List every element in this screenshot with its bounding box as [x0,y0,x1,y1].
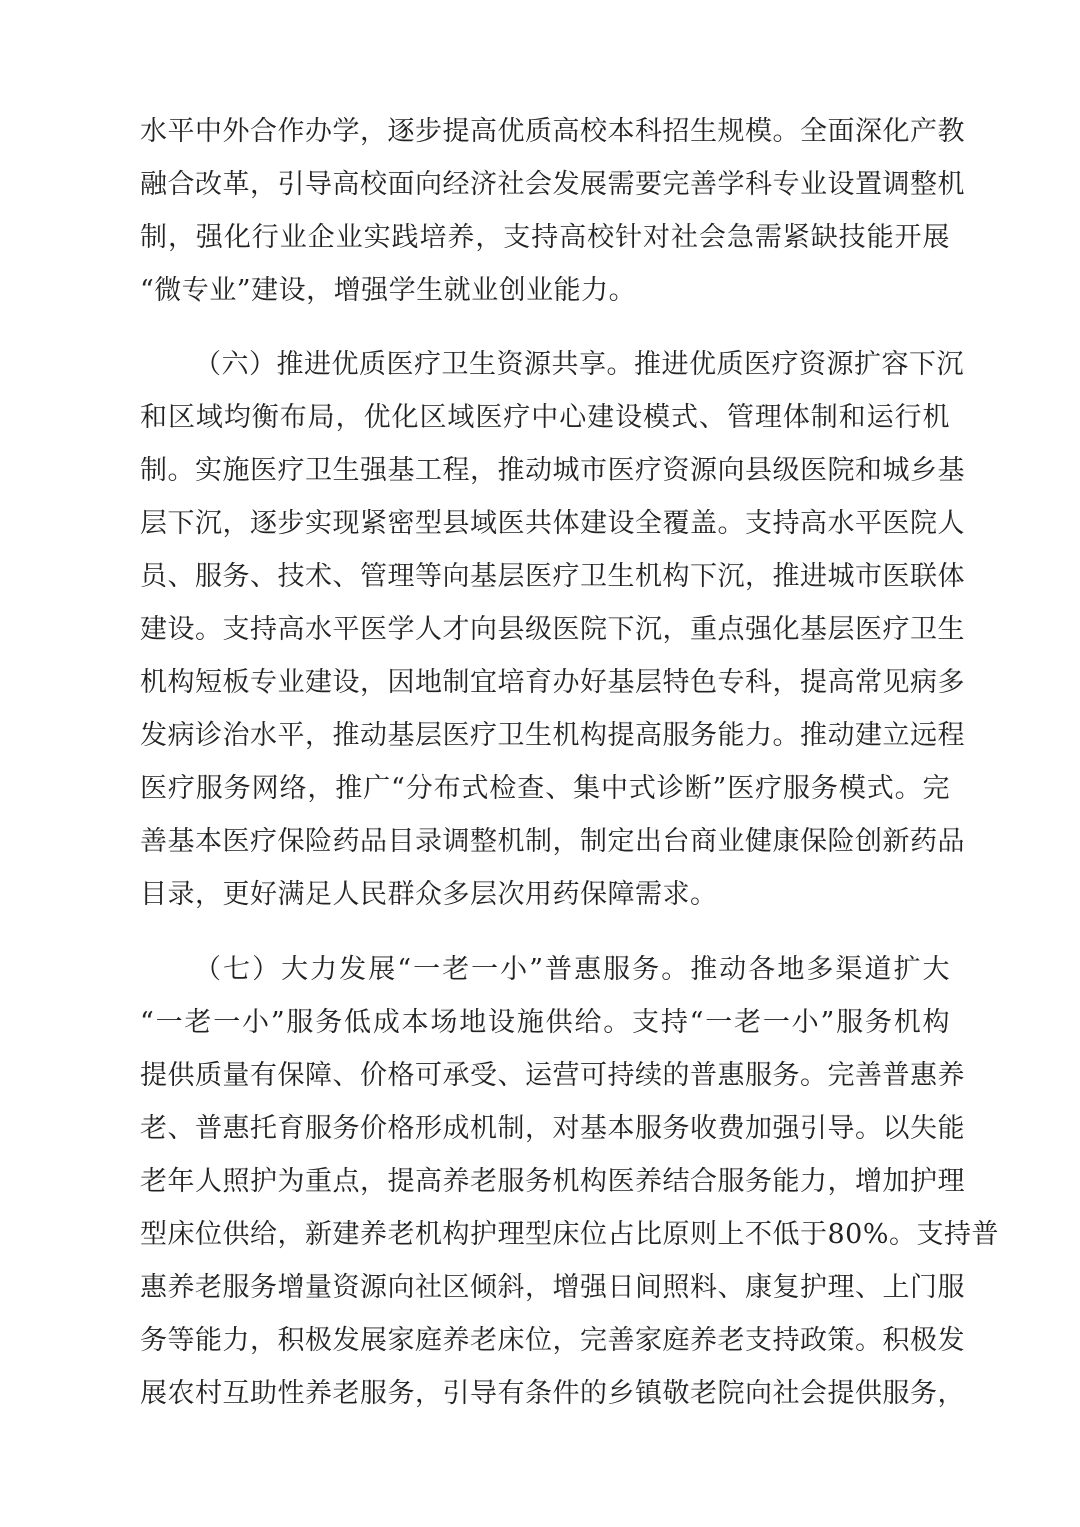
text-line: 发病诊治水平，推动基层医疗卫生机构提高服务能力。推动建立远程 [140,720,965,751]
text-line: 惠养老服务增量资源向社区倾斜，增强日间照料、康复护理、上门服 [140,1272,965,1303]
text-line: 老、普惠托育服务价格形成机制，对基本服务收费加强引导。以失能 [140,1113,965,1144]
text-line: 展农村互助性养老服务，引导有条件的乡镇敬老院向社会提供服务， [140,1378,965,1409]
paragraph-continuation [140,105,965,317]
text-line: 和区域均衡布局，优化区域医疗中心建设模式、管理体制和运行机 [140,402,950,433]
text-line: 建设。支持高水平医学人才向县级医院下沉，重点强化基层医疗卫生 [140,614,965,645]
text-line: 务等能力，积极发展家庭养老床位，完善家庭养老支持政策。积极发 [140,1325,965,1356]
text-line: 善基本医疗保险药品目录调整机制，制定出台商业健康保险创新药品 [140,826,965,857]
text-line: “微专业”建设，增强学生就业创业能力。 [140,275,637,306]
text-line: 老年人照护为重点，提高养老服务机构医养结合服务能力，增加护理 [140,1166,965,1197]
text-line: 层下沉，逐步实现紧密型县域医共体建设全覆盖。支持高水平医院人 [140,508,965,539]
text-line: 医疗服务网络，推广“分布式检查、集中式诊断”医疗服务模式。完 [140,773,950,804]
text-line: 目录，更好满足人民群众多层次用药保障需求。 [140,879,718,910]
text-line: 制，强化行业企业实践培养，支持高校针对社会急需紧缺技能开展 [140,222,950,253]
text-line: （七）大力发展“一老一小”普惠服务。推动各地多渠道扩大 [194,954,950,985]
paragraph-elderly-child-services [140,943,1000,1420]
paragraph-medical-resources [140,338,965,921]
text-line: （六）推进优质医疗卫生资源共享。推进优质医疗资源扩容下沉 [194,349,964,380]
text-line: 员、服务、技术、管理等向基层医疗卫生机构下沉，推进城市医联体 [140,561,965,592]
text-line: 制。实施医疗卫生强基工程，推动城市医疗资源向县级医院和城乡基 [140,455,965,486]
text-line: 水平中外合作办学，逐步提高优质高校本科招生规模。全面深化产教 [140,116,965,147]
text-line: 融合改革，引导高校面向经济社会发展需要完善学科专业设置调整机 [140,169,965,200]
text-line: 型床位供给，新建养老机构护理型床位占比原则上不低于80%。支持普 [140,1219,1000,1250]
text-line: 机构短板专业建设，因地制宜培育办好基层特色专科，提高常见病多 [140,667,965,698]
text-line: “一老一小”服务低成本场地设施供给。支持“一老一小”服务机构 [140,1007,950,1038]
text-line: 提供质量有保障、价格可承受、运营可持续的普惠服务。完善普惠养 [140,1060,965,1091]
